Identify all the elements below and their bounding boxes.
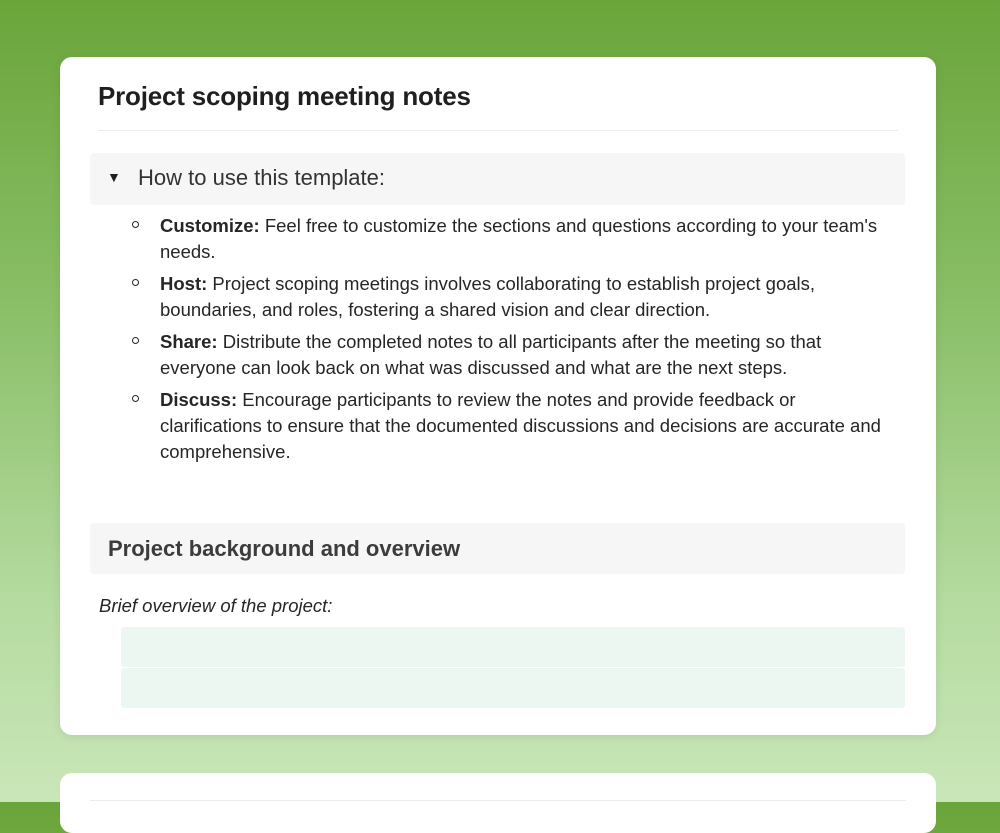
bullet-term: Customize: xyxy=(160,215,260,236)
hollow-circle-bullet-icon xyxy=(132,337,139,344)
hollow-circle-bullet-icon xyxy=(132,395,139,402)
page-title: Project scoping meeting notes xyxy=(98,81,471,111)
title-divider xyxy=(98,130,898,131)
bullet-term: Host: xyxy=(160,273,208,294)
hollow-circle-bullet-icon xyxy=(132,221,139,228)
bullet-text: Project scoping meetings involves collaborating to establish project goals, boundaries, and roles, fostering a shared vision and clear direction. xyxy=(160,273,816,320)
hollow-circle-bullet-icon xyxy=(132,279,139,286)
bullet-term: Share: xyxy=(160,331,218,352)
card-divider xyxy=(90,800,906,801)
how-to-use-toggle[interactable] xyxy=(90,153,905,205)
bullet-text: Encourage participants to review the notes and provide feedback or clarifications to ensure that the documented discussions and decisions are accurate and comprehensive. xyxy=(160,389,881,462)
overview-label: Brief overview of the project: xyxy=(99,595,333,616)
section-title: Project background and overview xyxy=(108,536,461,561)
section-header-background xyxy=(90,523,905,574)
bullet-text: Feel free to customize the sections and questions according to your team's needs. xyxy=(160,215,878,262)
list-item-customize xyxy=(130,213,892,265)
next-document-card xyxy=(60,773,936,833)
overview-input-line-1[interactable] xyxy=(121,627,905,667)
toggle-triangle-icon[interactable]: ▼ xyxy=(107,169,121,185)
document-card xyxy=(60,57,936,735)
list-item-discuss xyxy=(130,387,892,465)
list-item-share xyxy=(130,329,892,381)
bullet-text: Distribute the completed notes to all participants after the meeting so that everyone can look back on what was discussed and what are the next steps. xyxy=(160,331,822,378)
toggle-title: How to use this template: xyxy=(138,165,386,190)
bullet-term: Discuss: xyxy=(160,389,238,410)
list-item-host xyxy=(130,271,892,323)
overview-input-line-2[interactable] xyxy=(121,668,905,708)
instructions-list xyxy=(130,213,892,471)
